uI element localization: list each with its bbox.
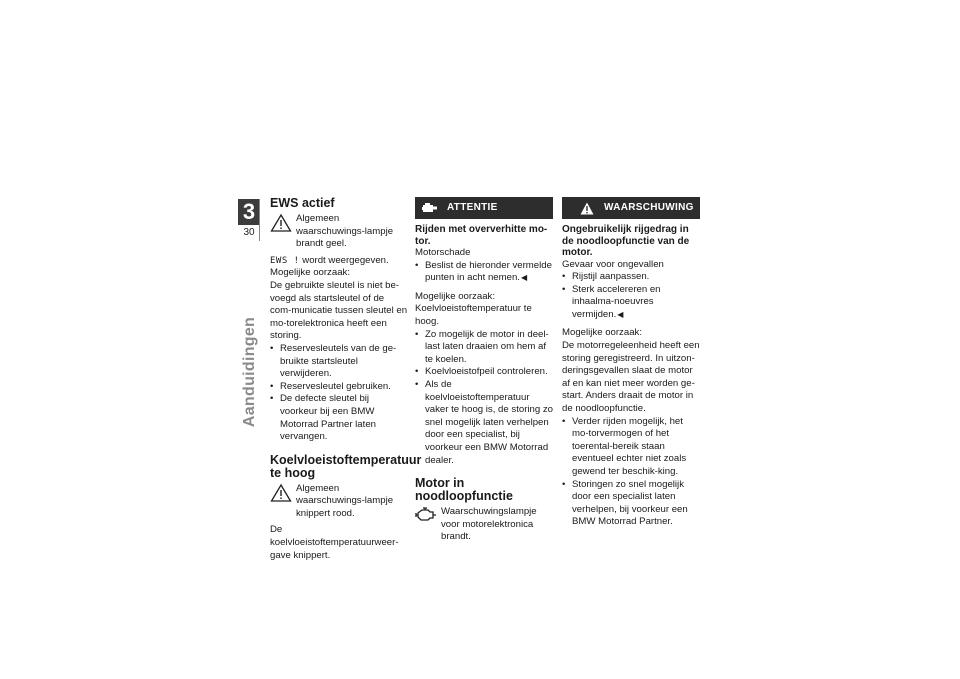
general-warning-icon	[270, 213, 294, 235]
chapter-title: Aanduidingen	[241, 316, 258, 428]
chapter-divider	[259, 199, 260, 241]
list-item: • Koelvloeistofpeil controleren.	[415, 366, 553, 379]
attention-banner	[415, 197, 553, 219]
coolant-lamp-line	[270, 483, 408, 521]
ews-lamp-line	[270, 213, 408, 251]
end-mark-icon: ◀	[520, 273, 528, 283]
list-item: • Rijstijl aanpassen.	[562, 271, 700, 284]
chapter-number: 3	[238, 199, 260, 225]
engine-warning-icon	[415, 506, 439, 528]
column-1	[270, 196, 422, 562]
warning-triangle-icon	[576, 202, 598, 215]
overheat-cause-label: Mogelijke oorzaak:	[415, 290, 495, 302]
emergency-cause-text: De motorregeleenheid heeft een storing geregistreerd. In uitzon-deringsgevallen slaat de motor af en kan niet meer worden ge-start. Anders draait de motor in de noodloopfunctie.	[562, 340, 700, 415]
coolant-lamp-text: Algemeen waarschuwings-lampje knippert rood.	[296, 482, 394, 519]
ews-cause-label: Mogelijke oorzaak:	[270, 267, 350, 279]
engine-damage-icon	[419, 202, 441, 214]
list-item: • Sterk accelereren en inhaalma-noeuvres vermijden.◀	[562, 284, 700, 322]
warning-banner	[562, 197, 700, 219]
list-item: • Zo mogelijk de motor in deel-last laten draaien om hem af te koelen.	[415, 329, 553, 367]
page-number: 30	[243, 227, 255, 238]
engine-lamp-text: Waarschuwingslampje voor motorelektronica brandt.	[441, 506, 537, 543]
column-2	[415, 197, 553, 548]
coolant-text: De koelvloeistoftemperatuurweer-gave knippert.	[270, 524, 399, 561]
warning-subheading: Ongebruikelijk rijgedrag in de noodloopfunctie van de motor.	[562, 224, 690, 258]
emergency-bullet-list	[562, 416, 700, 529]
list-item: • Reservesleutels van de ge-bruikte startsleutel verwijderen.	[270, 343, 408, 381]
ews-bullet-list	[270, 343, 408, 444]
column-3	[562, 197, 700, 529]
general-warning-icon	[270, 483, 294, 505]
end-mark-icon: ◀	[617, 309, 624, 319]
list-item: • Als de koelvloeistoftemperatuur vaker te hoog is, de storing zo snel mogelijk laten verhelpen door een specialist, bij voorkeur een BMW Motorrad dealer.	[415, 379, 553, 467]
attention-bullet-list	[415, 260, 553, 285]
warning-bullet-list	[562, 271, 700, 321]
attention-label: ATTENTIE	[447, 201, 498, 213]
list-item: • Reservesleutel gebruiken.	[270, 381, 408, 394]
ews-lamp-text: Algemeen waarschuwings-lampje brandt geel.	[296, 213, 394, 250]
overheat-bullet-list	[415, 329, 553, 468]
warning-risk: Gevaar voor ongevallen	[562, 258, 664, 270]
ews-cause-text: De gebruikte sleutel is niet be-voegd als startsleutel of de com-municatie tussen sleutel en mo-torelektronica heeft een storing.	[270, 279, 408, 342]
ews-heading: EWS actief	[270, 196, 335, 210]
emergency-mode-heading: Motor in noodloopfunctie	[415, 476, 513, 504]
ews-display-line	[270, 255, 408, 268]
list-item: • Verder rijden mogelijk, het mo-torvermogen of het toerental-bereik staan eventueel echter niet zoals gewend ter beschik-king.	[562, 416, 700, 479]
overheat-cause-text: Koelvloeistoftemperatuur te hoog.	[415, 303, 532, 327]
list-item: • De defecte sleutel bij voorkeur bij een BMW Motorrad Partner laten vervangen.	[270, 393, 408, 443]
attention-subheading: Rijden met oververhitte mo-tor.	[415, 224, 548, 247]
attention-risk: Motorschade	[415, 247, 471, 258]
warning-label: WAARSCHUWING	[604, 201, 694, 213]
list-item: • Storingen zo snel mogelijk door een specialist laten verhelpen, bij voorkeur een BMW Motorrad Partner.	[562, 479, 700, 529]
coolant-heading: Koelvloeistoftemperatuur te hoog	[270, 452, 422, 480]
emergency-cause-label: Mogelijke oorzaak:	[562, 327, 642, 339]
list-item: • Beslist de hieronder vermelde punten in acht nemen.◀	[415, 260, 553, 285]
engine-lamp-line	[415, 506, 553, 544]
ews-display-code: EWS !	[270, 255, 300, 266]
ews-display-text: wordt weergegeven.	[299, 254, 389, 266]
